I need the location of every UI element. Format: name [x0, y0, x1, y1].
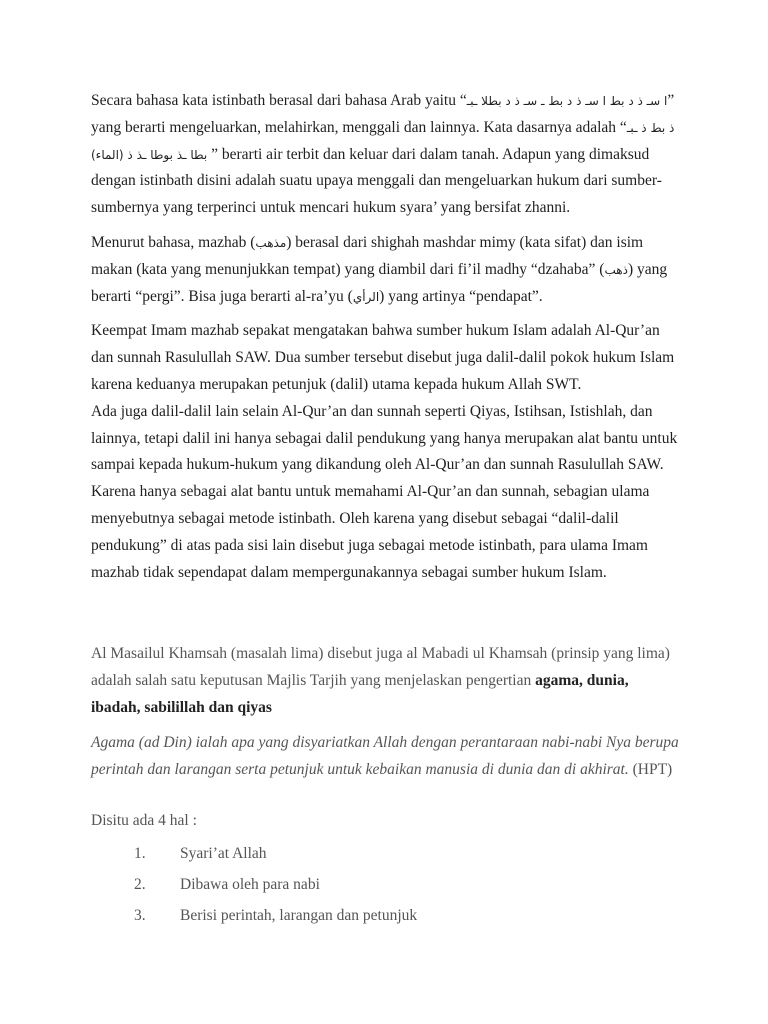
- paragraph-agama-definition: [91, 729, 681, 783]
- text-span: Secara bahasa kata istinbath berasal dari bahasa Arab yaitu “: [91, 92, 467, 109]
- definition-text: Agama (ad Din) ialah apa yang disyariatkan Allah dengan perantaraan nabi-nabi Nya berupa perintah dan larangan serta petunjuk untuk kebaikan manusia di dunia dan di akhirat.: [91, 734, 679, 778]
- list-number: 2.: [134, 875, 146, 893]
- bold-terms: agama, dunia, ibadah, sabilillah dan qiyas: [91, 672, 629, 716]
- arabic-term: ذ بط ذ ـبـ بطا ـذ بوطا ـذ ذ (الماء): [91, 120, 675, 162]
- list-number: 3.: [134, 906, 146, 924]
- masailul-khamsah-section: [91, 640, 681, 783]
- paragraph-masailul-khamsah: [91, 640, 681, 721]
- list-item: [134, 838, 417, 869]
- list-number: 1.: [134, 844, 146, 862]
- arabic-term: ا سـ ذ د بط ا سـ ذ د بط ـ سـ ذ د بطلا ـبـ: [466, 94, 668, 108]
- arabic-term: مذهب: [255, 235, 287, 250]
- list-item: [134, 869, 417, 900]
- list-text: Dibawa oleh para nabi: [180, 875, 320, 893]
- numbered-list: [134, 838, 417, 931]
- text-span: ) berasal dari shighah mashdar mimy (kata sifat) dan isim makan (kata yang menunjukkan tempat) yang diambil dari fi’il madhy “dzahaba” (: [91, 233, 644, 278]
- list-text: Syari’at Allah: [180, 844, 267, 862]
- text-span: Al Masailul Khamsah (masalah lima) disebut juga al Mabadi ul Khamsah (prinsip yang lima) adalah salah satu keputusan Majlis Tarjih yang menjelaskan pengertian: [91, 645, 670, 689]
- text-span: Menurut bahasa, mazhab (: [91, 233, 256, 251]
- arabic-term: ذهب: [604, 262, 628, 277]
- list-text: Berisi perintah, larangan dan petunjuk: [180, 906, 418, 924]
- list-intro: Disitu ada 4 hal :: [91, 812, 197, 829]
- text-span: ” berarti air terbit dan keluar dari dalam tanah. Adapun yang dimaksud dengan istinbath disini adalah suatu upaya menggali dan mengeluarkan hukum dari sumber-sumbernya yang terperinci untuk mencari hukum syara’ yang bersifat zhanni.: [91, 145, 662, 217]
- paragraph-dalil-lain: Ada juga dalil-dalil lain selain Al-Qur’an dan sunnah seperti Qiyas, Istihsan, Istishlah, dan lainnya, tetapi dalil ini hanya sebagai dalil pendukung yang hanya merupakan alat bantu untuk sampai kepada hukum-hukum yang dikandung oleh Al-Qur’an dan sunnah Rasulullah SAW. Karena hanya sebagai alat bantu untuk memahami Al-Qur’an dan sunnah, sebagian ulama menyebutnya sebagai metode istinbath. Oleh karena yang disebut sebagai “dalil-dalil pendukung” di atas pada sisi lain disebut juga sebagai metode istinbath, para ulama Imam mazhab tidak sependapat dalam mempergunakannya sebagai sumber hukum Islam.: [91, 402, 678, 581]
- definition-source: (HPT): [628, 761, 673, 778]
- paragraph-mazhab: [91, 230, 681, 310]
- document-body: [91, 88, 681, 586]
- text-span: ) yang artinya “pendapat”.: [379, 287, 543, 305]
- text-span: ” yang berarti mengeluarkan, melahirkan, menggali dan lainnya. Kata dasarnya adalah “: [91, 92, 675, 136]
- arabic-term: الرأي: [352, 289, 380, 304]
- paragraph-sumber-hukum: Keempat Imam mazhab sepakat mengatakan bahwa sumber hukum Islam adalah Al-Qur’an dan sunnah Rasulullah SAW. Dua sumber tersebut disebut juga dalil-dalil pokok hukum Islam karena keduanya merupakan petunjuk (dalil) utama kepada hukum Allah SWT.: [91, 322, 675, 393]
- text-span: ) yang berarti “pergi”. Bisa juga berarti al-ra’yu (: [91, 260, 668, 305]
- list-item: [134, 900, 417, 931]
- paragraph-istinbath: [91, 88, 681, 222]
